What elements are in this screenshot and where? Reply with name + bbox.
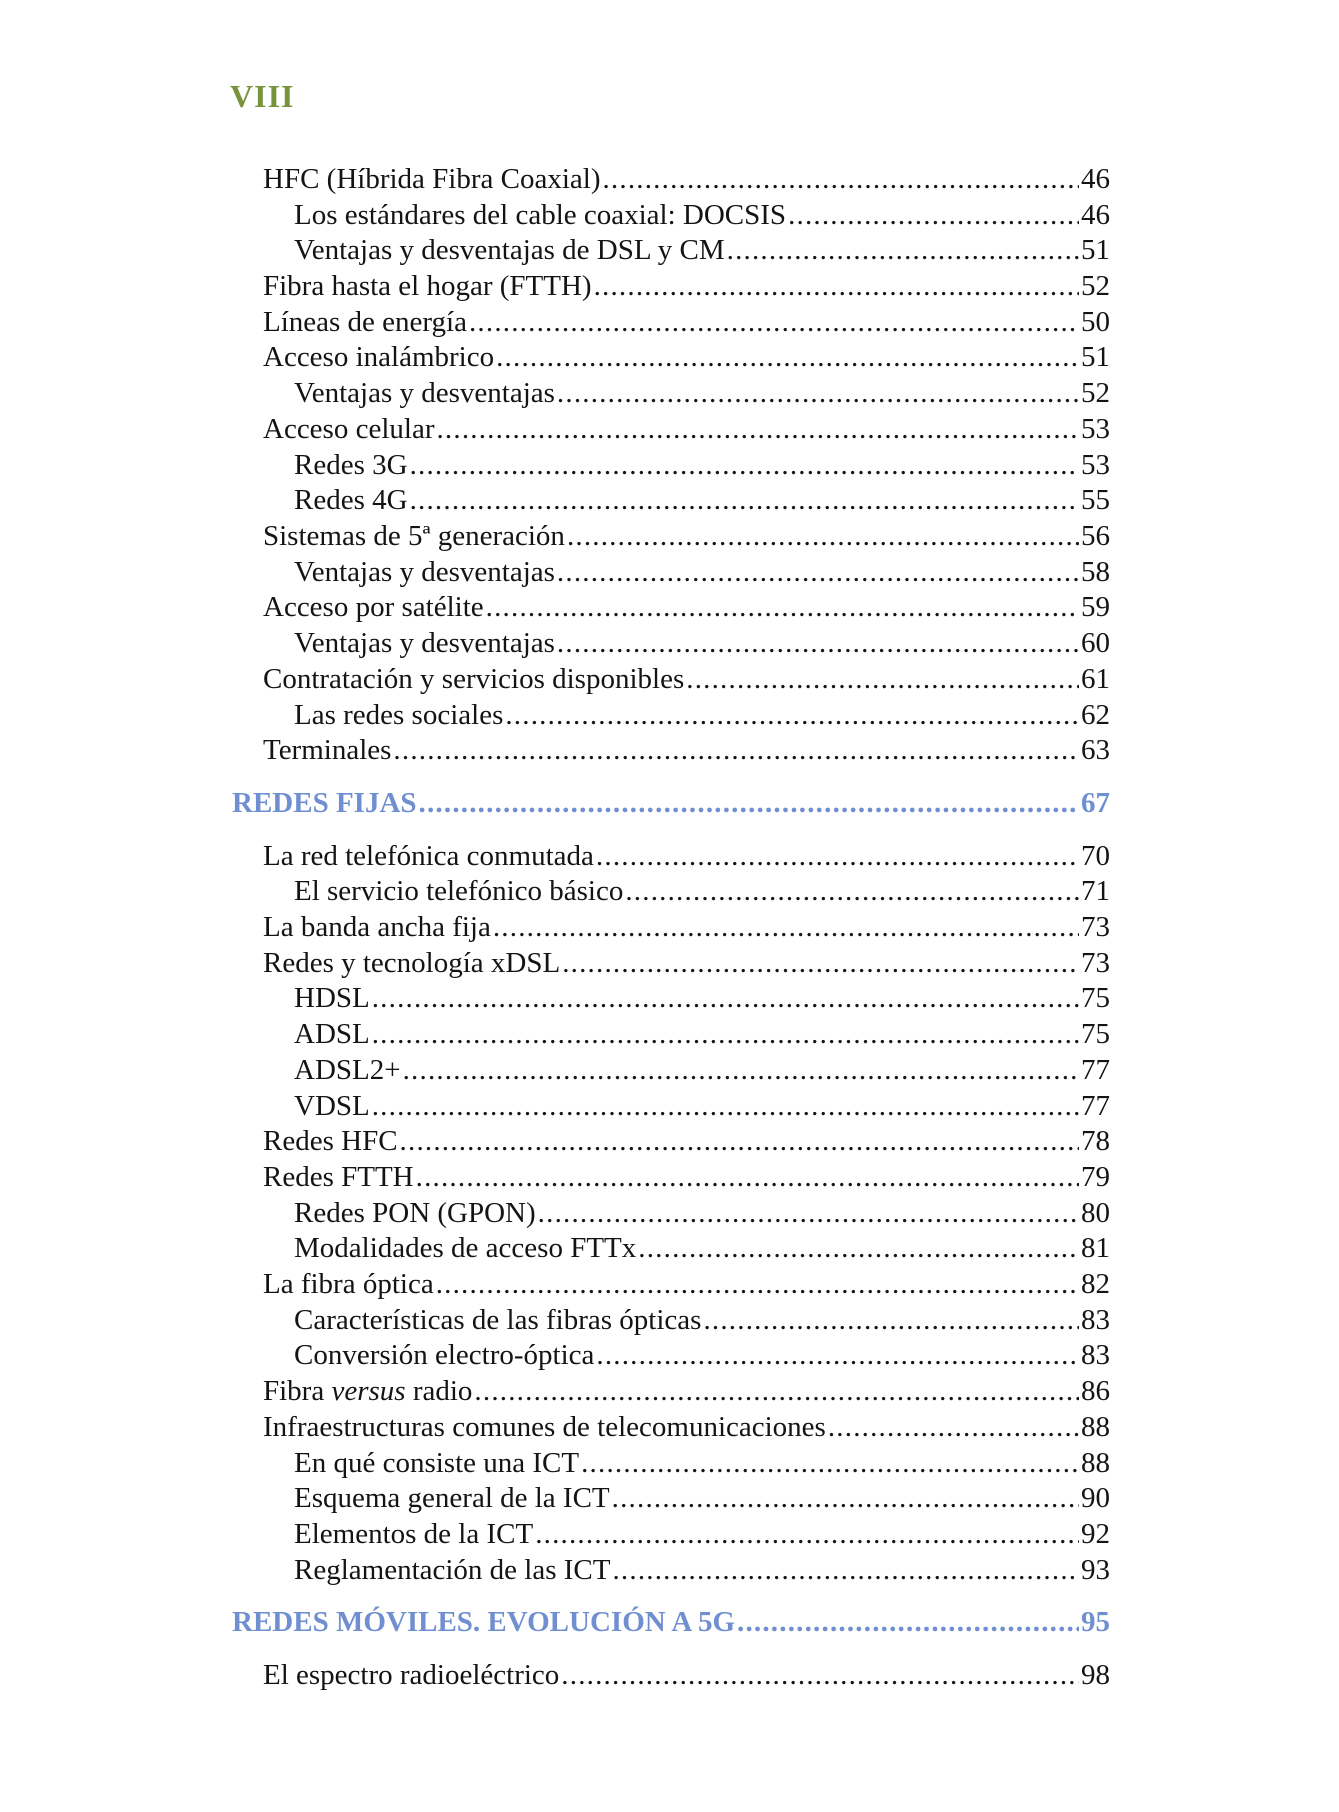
toc-entry[interactable] xyxy=(294,1338,1110,1372)
dot-leader xyxy=(612,1481,1079,1515)
toc-entry[interactable] xyxy=(263,590,1110,624)
toc-page-number: 81 xyxy=(1081,1232,1110,1264)
toc-page-number: 70 xyxy=(1081,840,1110,872)
toc-entry-title: Acceso por satélite xyxy=(263,591,484,623)
toc-page-number: 80 xyxy=(1081,1197,1110,1229)
dot-leader xyxy=(403,1053,1079,1087)
dot-leader xyxy=(596,839,1079,873)
toc-page-number: 73 xyxy=(1081,911,1110,943)
toc-chapter[interactable] xyxy=(232,786,1110,820)
toc-entry-title: Terminales xyxy=(263,734,392,766)
dot-leader xyxy=(567,519,1079,553)
toc-page-number: 58 xyxy=(1081,556,1110,588)
dot-leader xyxy=(594,269,1079,303)
toc-entry[interactable] xyxy=(263,1658,1110,1692)
toc-page-number: 56 xyxy=(1081,520,1110,552)
dot-leader xyxy=(419,786,1079,820)
toc-page-number: 92 xyxy=(1081,1518,1110,1550)
toc-entry-title: Acceso celular xyxy=(263,413,435,445)
toc-page-number: 95 xyxy=(1081,1606,1110,1638)
dot-leader xyxy=(561,1658,1079,1692)
toc-entry[interactable] xyxy=(294,1303,1110,1337)
toc-entry-title: Redes HFC xyxy=(263,1125,398,1157)
toc-entry-title: Fibra hasta el hogar (FTTH) xyxy=(263,270,592,302)
toc-page-number: 53 xyxy=(1081,449,1110,481)
toc-entry[interactable] xyxy=(294,874,1110,908)
toc-page-number: 88 xyxy=(1081,1447,1110,1479)
toc-entry[interactable] xyxy=(263,1124,1110,1158)
dot-leader xyxy=(474,1374,1079,1408)
toc-entry-title: Redes 4G xyxy=(294,484,408,516)
toc-entry[interactable] xyxy=(263,1410,1110,1444)
toc-page-number: 52 xyxy=(1081,377,1110,409)
toc-page-number: 46 xyxy=(1081,199,1110,231)
dot-leader xyxy=(469,305,1079,339)
toc-entry-title: Reglamentación de las ICT xyxy=(294,1554,611,1586)
dot-leader xyxy=(828,1410,1079,1444)
toc-page-number: 98 xyxy=(1081,1659,1110,1691)
toc-entry[interactable] xyxy=(263,412,1110,446)
toc-entry-title: Contratación y servicios disponibles xyxy=(263,663,685,695)
dot-leader xyxy=(410,448,1079,482)
toc-page-number: 51 xyxy=(1081,234,1110,266)
toc-entry[interactable] xyxy=(294,1053,1110,1087)
dot-leader xyxy=(372,981,1079,1015)
toc-page-number: 53 xyxy=(1081,413,1110,445)
toc-page-number: 78 xyxy=(1081,1125,1110,1157)
toc-entry-title: Las redes sociales xyxy=(294,699,504,731)
toc-page-number: 79 xyxy=(1081,1161,1110,1193)
toc-entry-title: La red telefónica conmutada xyxy=(263,840,594,872)
dot-leader xyxy=(602,162,1079,196)
toc-entry[interactable] xyxy=(263,733,1110,767)
toc-entry-title: Infraestructuras comunes de telecomunicaciones xyxy=(263,1411,826,1443)
dot-leader xyxy=(686,662,1079,696)
dot-leader xyxy=(372,1089,1079,1123)
toc-entry[interactable] xyxy=(263,910,1110,944)
dot-leader xyxy=(788,198,1079,232)
toc-entry-title: La fibra óptica xyxy=(263,1268,434,1300)
toc-page-number: 73 xyxy=(1081,947,1110,979)
toc-page-number: 60 xyxy=(1081,627,1110,659)
toc-entry[interactable] xyxy=(294,1481,1110,1515)
toc-title-part: radio xyxy=(405,1375,473,1407)
toc-entry[interactable] xyxy=(263,839,1110,873)
toc-page-number: 63 xyxy=(1081,734,1110,766)
toc-entry-title: La banda ancha fija xyxy=(263,911,491,943)
dot-leader xyxy=(703,1303,1079,1337)
toc-entry-title: Acceso inalámbrico xyxy=(263,341,495,373)
toc-entry[interactable] xyxy=(294,1553,1110,1587)
toc-entry[interactable] xyxy=(294,698,1110,732)
toc-entry[interactable] xyxy=(294,376,1110,410)
toc-entry-title: Redes PON (GPON) xyxy=(294,1197,536,1229)
dot-leader xyxy=(416,1160,1079,1194)
toc-entry-title: Redes y tecnología xDSL xyxy=(263,947,561,979)
toc-page-number: 90 xyxy=(1081,1482,1110,1514)
toc-entry-title: Esquema general de la ICT xyxy=(294,1482,610,1514)
dot-leader xyxy=(436,412,1079,446)
toc-entry-title: Conversión electro-óptica xyxy=(294,1339,595,1371)
toc-entry-title: REDES FIJAS xyxy=(232,787,417,819)
dot-leader xyxy=(436,1267,1079,1301)
toc-entry-title: HDSL xyxy=(294,982,370,1014)
toc-entry-title: Ventajas y desventajas de DSL y CM xyxy=(294,234,725,266)
toc-page-number: 77 xyxy=(1081,1054,1110,1086)
toc-entry-title: HFC (Híbrida Fibra Coaxial) xyxy=(263,163,601,195)
dot-leader xyxy=(372,1017,1079,1051)
toc-page-number: 93 xyxy=(1081,1554,1110,1586)
toc-page-number: 88 xyxy=(1081,1411,1110,1443)
toc-entry[interactable] xyxy=(294,555,1110,589)
toc-page-number: 52 xyxy=(1081,270,1110,302)
dot-leader xyxy=(496,340,1079,374)
toc-page-number: 82 xyxy=(1081,1268,1110,1300)
toc-entry[interactable] xyxy=(294,981,1110,1015)
toc-page-number: 50 xyxy=(1081,306,1110,338)
toc-page-number: 46 xyxy=(1081,163,1110,195)
toc-entry[interactable] xyxy=(294,1196,1110,1230)
toc-page-number: 61 xyxy=(1081,663,1110,695)
toc-entry-title: Los estándares del cable coaxial: DOCSIS xyxy=(294,199,787,231)
dot-leader xyxy=(612,1553,1079,1587)
toc-entry-title: Elementos de la ICT xyxy=(294,1518,534,1550)
toc-entry[interactable] xyxy=(294,1089,1110,1123)
toc-entry[interactable] xyxy=(263,519,1110,553)
toc-page-number: 71 xyxy=(1081,875,1110,907)
toc-entry[interactable] xyxy=(263,269,1110,303)
toc-entry[interactable] xyxy=(294,1517,1110,1551)
toc-entry-title: Ventajas y desventajas xyxy=(294,627,555,659)
dot-leader xyxy=(400,1124,1079,1158)
toc-entry[interactable] xyxy=(263,662,1110,696)
toc-entry-title: Redes FTTH xyxy=(263,1161,414,1193)
toc-entry[interactable] xyxy=(294,1231,1110,1265)
toc-title-emphasis: versus xyxy=(331,1375,406,1407)
toc-page-number: 51 xyxy=(1081,341,1110,373)
dot-leader xyxy=(557,555,1079,589)
toc-page-number: 83 xyxy=(1081,1304,1110,1336)
toc-entry-title: Modalidades de acceso FTTx xyxy=(294,1232,637,1264)
toc-entry-title: VDSL xyxy=(294,1090,370,1122)
toc-entry[interactable] xyxy=(263,1267,1110,1301)
toc-entry[interactable] xyxy=(263,162,1110,196)
toc-page-number: 59 xyxy=(1081,591,1110,623)
dot-leader xyxy=(538,1196,1079,1230)
dot-leader xyxy=(638,1231,1079,1265)
toc-page-number: 77 xyxy=(1081,1090,1110,1122)
dot-leader xyxy=(727,233,1079,267)
toc-entry[interactable] xyxy=(263,946,1110,980)
page-number: VIII xyxy=(230,78,295,114)
toc-entry[interactable] xyxy=(294,1446,1110,1480)
dot-leader xyxy=(737,1605,1079,1639)
dot-leader xyxy=(596,1338,1079,1372)
toc-entry[interactable] xyxy=(294,1017,1110,1051)
dot-leader xyxy=(562,946,1079,980)
toc-page-number: 75 xyxy=(1081,1018,1110,1050)
toc-entry[interactable] xyxy=(294,198,1110,232)
toc-entry-title xyxy=(263,1374,472,1408)
dot-leader xyxy=(581,1446,1079,1480)
dot-leader xyxy=(557,626,1079,660)
dot-leader xyxy=(493,910,1079,944)
toc-entry-title: Características de las fibras ópticas xyxy=(294,1304,702,1336)
dot-leader xyxy=(486,590,1079,624)
toc-page-number: 55 xyxy=(1081,484,1110,516)
toc-entry-title: Redes 3G xyxy=(294,449,408,481)
toc-page-number: 62 xyxy=(1081,699,1110,731)
toc-entry[interactable] xyxy=(294,626,1110,660)
toc-entry[interactable] xyxy=(263,1160,1110,1194)
toc-entry-title: REDES MÓVILES. EVOLUCIÓN A 5G xyxy=(232,1606,735,1638)
dot-leader xyxy=(557,376,1079,410)
toc-entry[interactable] xyxy=(263,1374,1110,1408)
toc-entry-title: En qué consiste una ICT xyxy=(294,1447,580,1479)
toc-entry-title: ADSL xyxy=(294,1018,370,1050)
dot-leader xyxy=(505,698,1079,732)
toc-page-number: 75 xyxy=(1081,982,1110,1014)
toc-entry-title: El espectro radioeléctrico xyxy=(263,1659,560,1691)
toc-title-part: Fibra xyxy=(263,1375,332,1407)
toc-entry-title: Ventajas y desventajas xyxy=(294,377,555,409)
toc-entry-title: Líneas de energía xyxy=(263,306,467,338)
toc-entry[interactable] xyxy=(294,448,1110,482)
toc-page-number: 83 xyxy=(1081,1339,1110,1371)
toc-page-number: 67 xyxy=(1081,787,1110,819)
toc-page-number: 86 xyxy=(1081,1375,1110,1407)
toc-entry-title: ADSL2+ xyxy=(294,1054,401,1086)
toc-entry-title: Ventajas y desventajas xyxy=(294,556,555,588)
toc-entry[interactable] xyxy=(263,340,1110,374)
dot-leader xyxy=(393,733,1079,767)
toc-entry-title: El servicio telefónico básico xyxy=(294,875,624,907)
toc-entry[interactable] xyxy=(294,233,1110,267)
toc-entry[interactable] xyxy=(263,305,1110,339)
toc-entry[interactable] xyxy=(294,483,1110,517)
dot-leader xyxy=(410,483,1079,517)
toc-entry-title: Sistemas de 5ª generación xyxy=(263,520,565,552)
dot-leader xyxy=(625,874,1079,908)
dot-leader xyxy=(535,1517,1079,1551)
toc-chapter[interactable] xyxy=(232,1605,1110,1639)
